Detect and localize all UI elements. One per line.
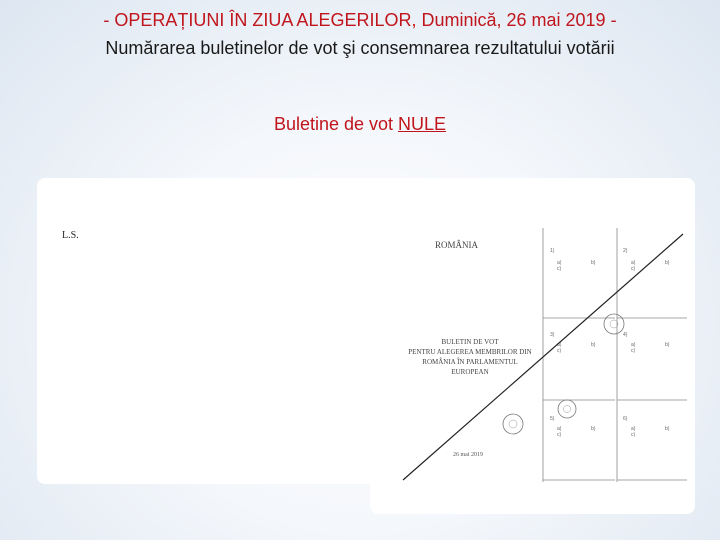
ballot-line-mark: c) bbox=[631, 348, 636, 354]
ballot-line-mark: c) bbox=[631, 432, 636, 438]
ballot-line-mark: a) bbox=[557, 260, 562, 266]
ballot-country: ROMÂNIA bbox=[435, 240, 479, 250]
ballot-line-mark: c) bbox=[557, 266, 562, 272]
section-heading-emphasis: NULE bbox=[398, 114, 447, 134]
ballot-title-line: BULETIN DE VOT bbox=[441, 338, 499, 346]
stamp-label: L.S. bbox=[62, 230, 79, 241]
ballot-line-mark: a) bbox=[631, 426, 636, 432]
ballot-date: 26 mai 2019 bbox=[453, 452, 483, 458]
vote-stamp-icon bbox=[604, 314, 624, 334]
vote-stamp-icon bbox=[558, 400, 576, 418]
ballot-line-mark: b) bbox=[591, 342, 596, 348]
ballot-list-mark: 6) bbox=[623, 416, 628, 422]
ballot-list-mark: 4) bbox=[623, 332, 628, 338]
ballot-line-mark: b) bbox=[665, 426, 670, 432]
page-subtitle: Numărarea buletinelor de vot şi consemnarea rezultatului votării bbox=[105, 38, 615, 58]
page-title: - OPERAȚIUNI ÎN ZIUA ALEGERILOR, Duminică, 26 mai 2019 - bbox=[103, 10, 617, 30]
ballot-line-mark: c) bbox=[557, 348, 562, 354]
ballot-line-mark: b) bbox=[665, 260, 670, 266]
section-heading-prefix: Buletine de vot bbox=[273, 114, 399, 134]
null-ballot-image bbox=[395, 220, 690, 488]
ballot-line-mark: a) bbox=[557, 426, 562, 432]
ballot-line-mark: c) bbox=[557, 432, 562, 438]
ballot-title-line: EUROPEAN bbox=[451, 368, 489, 376]
ballot-list-mark: 1) bbox=[550, 248, 555, 254]
section-heading bbox=[0, 114, 720, 135]
ballot-list-mark: 2) bbox=[623, 248, 628, 254]
ballot-line-mark: b) bbox=[665, 342, 670, 348]
ballot-line-mark: a) bbox=[631, 342, 636, 348]
ballot-line-mark: b) bbox=[591, 260, 596, 266]
ballot-list-mark: 3) bbox=[550, 332, 555, 338]
ballot-line-mark: a) bbox=[557, 342, 562, 348]
vote-stamp-icon bbox=[503, 414, 523, 434]
ballot-line-mark: b) bbox=[591, 426, 596, 432]
ballot-title-line: ROMÂNIA ÎN PARLAMENTUL bbox=[422, 358, 518, 366]
ballot-line-mark: c) bbox=[631, 266, 636, 272]
ballot-title-line: PENTRU ALEGEREA MEMBRILOR DIN bbox=[408, 348, 532, 356]
ballot-line-mark: a) bbox=[631, 260, 636, 266]
ballot-list-mark: 5) bbox=[550, 416, 555, 422]
